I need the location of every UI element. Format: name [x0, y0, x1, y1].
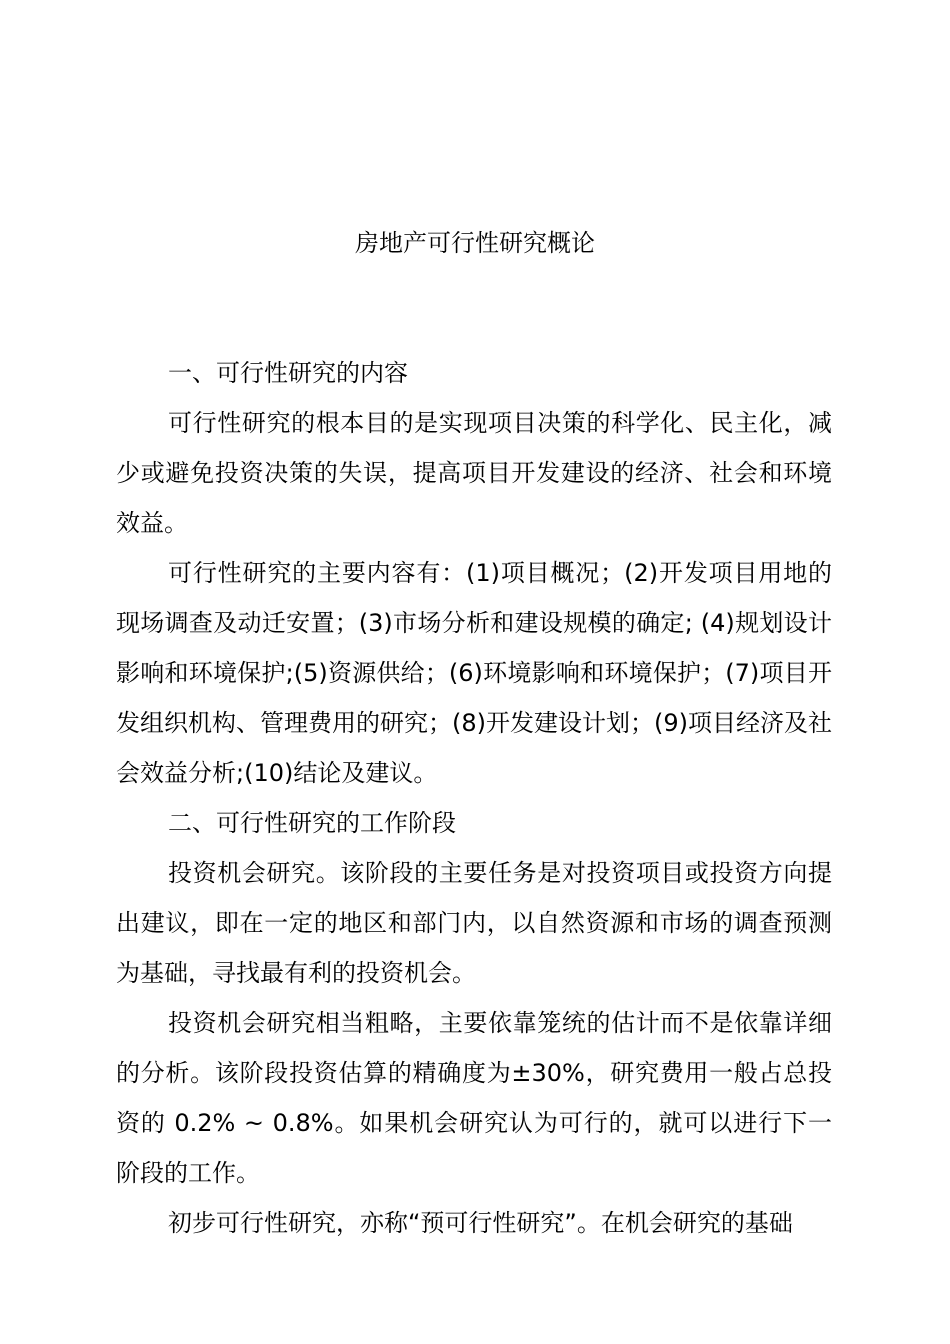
- paragraph-opportunity-accuracy: 投资机会研究相当粗略，主要依靠笼统的估计而不是依靠详细的分析。该阶段投资估算的精确度为±30%，研究费用一般占总投资的 0.2% ~ 0.8%。如果机会研究认为可行的，就可以进行下一阶段的工作。: [116, 1009, 832, 1187]
- document-body: [116, 348, 832, 1248]
- section-heading-2: 二、可行性研究的工作阶段: [168, 809, 456, 837]
- paragraph-opportunity-study: 投资机会研究。该阶段的主要任务是对投资项目或投资方向提出建议，即在一定的地区和部门内，以自然资源和市场的调查预测为基础，寻找最有利的投资机会。: [116, 859, 832, 987]
- document-title: 房地产可行性研究概论: [355, 229, 595, 257]
- paragraph-main-contents: 可行性研究的主要内容有：(1)项目概况；(2)开发项目用地的现场调查及动迁安置；(3)市场分析和建设规模的确定; (4)规划设计影响和环境保护;(5)资源供给；(6)环境影响和环境保护；(7)项目开发组织机构、管理费用的研究；(8)开发建设计划；(9)项目经济及社会效益分析;(10)结论及建议。: [116, 559, 832, 787]
- section-heading-1: 一、可行性研究的内容: [168, 359, 408, 387]
- paragraph-preliminary-study: 初步可行性研究，亦称“预可行性研究”。在机会研究的基础: [168, 1209, 793, 1237]
- paragraph-purpose: 可行性研究的根本目的是实现项目决策的科学化、民主化，减少或避免投资决策的失误，提高项目开发建设的经济、社会和环境效益。: [116, 409, 832, 537]
